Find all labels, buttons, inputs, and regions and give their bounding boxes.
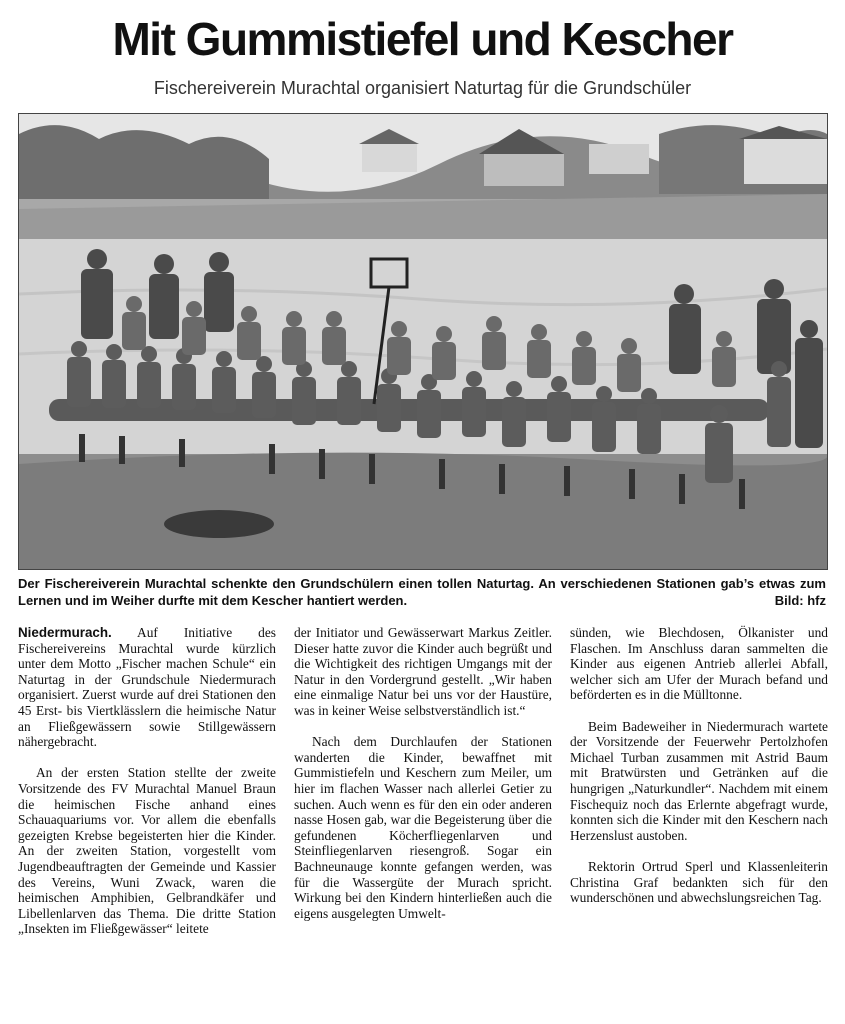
paragraph: Beim Badeweiher in Niedermurach wartete der Vorsitzende der Feuerwehr Pertolzhofen Michael Turban zusammen mit Astrid Baum mit Bratwürsten und Getränken auf die hungrigen „Naturkundler“. Nachdem mit einem Fischequiz noch das Erlernte abgefragt wurde, konnten sich die Kinder mit den Keschern nach Herzenslust austoben.	[570, 718, 828, 843]
dateline: Niedermurach.	[18, 625, 112, 640]
group-photo	[18, 113, 828, 570]
paragraph: Rektorin Ortrud Sperl und Klassenleiterin Christina Graf bedankten sich für den wunderschönen und abwechslungsreichen Tag.	[570, 858, 828, 906]
paragraph: der Initiator und Gewässerwart Markus Zeitler. Dieser hatte zuvor die Kinder auch begrüßt und die Wichtigkeit des richtigen Umgangs mit der Natur in den Vordergrund gestellt. „Wir haben eine einmalige Natur bei uns vor der Haustüre, was in keiner Weise selbstverständlich ist.“	[294, 625, 552, 718]
paragraph	[18, 625, 276, 750]
paragraph: An der ersten Station stellte der zweite Vorsitzende des FV Murachtal Manuel Braun die heimischen Fische anhand eines Schauaquariums vor. Vor allem die ebenfalls gezeigten Krebse begeisterten hier die Kinder. An der zweiten Station, vorgestellt vom Jugendbeauftragten der Gemeinde und Kassier des Vereins, Wuni Zwack, waren die heimischen Amphibien, Gelbrandkäfer und Libellenlarven das Thema. Die dritte Station „Insekten im Fließgewässer“ leitete	[18, 765, 276, 937]
subheadline: Fischereiverein Murachtal organisiert Naturtag für die Grundschüler	[153, 78, 692, 98]
article-column-2	[294, 625, 552, 937]
paragraph-text: Auf Initiative des Fischereivereins Murachtal wurde kürzlich unter dem Motto „Fischer machen Schule“ ein Naturtag in der Grundschule Niedermurach organisiert. Zuerst wurde auf drei Stationen den 45 Erst- bis Viertklässlern die heimische Natur an Fließgewässern sowie Stillgewässern nähergebracht.	[18, 625, 276, 750]
paragraph: sünden, wie Blechdosen, Ölkanister und Flaschen. Im Anschluss daran sammelten die Kinder aus eigenen Antrieb allerlei Abfall, welcher sich am Ufer der Murach befand und beförderten es in die Mülltonne.	[570, 625, 828, 703]
photo-caption	[18, 575, 826, 609]
headline: Mit Gummistiefel und Kescher	[112, 13, 733, 65]
article-column-1	[18, 625, 276, 952]
photo-credit: Bild: hfz	[774, 593, 826, 608]
caption-text: Der Fischereiverein Murachtal schenkte den Grundschülern einen tollen Naturtag. An verschiedenen Stationen gab’s etwas zum Lernen und im Weiher durfte mit dem Kescher hantiert werden.	[18, 576, 826, 608]
article-column-3	[570, 625, 828, 921]
group-photo-illustration	[19, 114, 827, 569]
paragraph: Nach dem Durchlaufen der Stationen wanderten die Kinder, bewaffnet mit Gummistiefeln und Keschern zum Meiler, um hier im flachen Wasser nach allerlei Getier zu suchen. Auch wenn es für den ein oder anderen nasse Hosen gab, war die Begeisterung über die gefundenen Köcherfliegenlarven und Steinfliegenlarven riesengroß. Sogar ein Bachneunauge konnte gefangen werden, was für die Wassergüte der Murach spricht. Wirkung bei den Kindern hinterließen auch die eigens ausgelegten Umwelt-	[294, 734, 552, 921]
